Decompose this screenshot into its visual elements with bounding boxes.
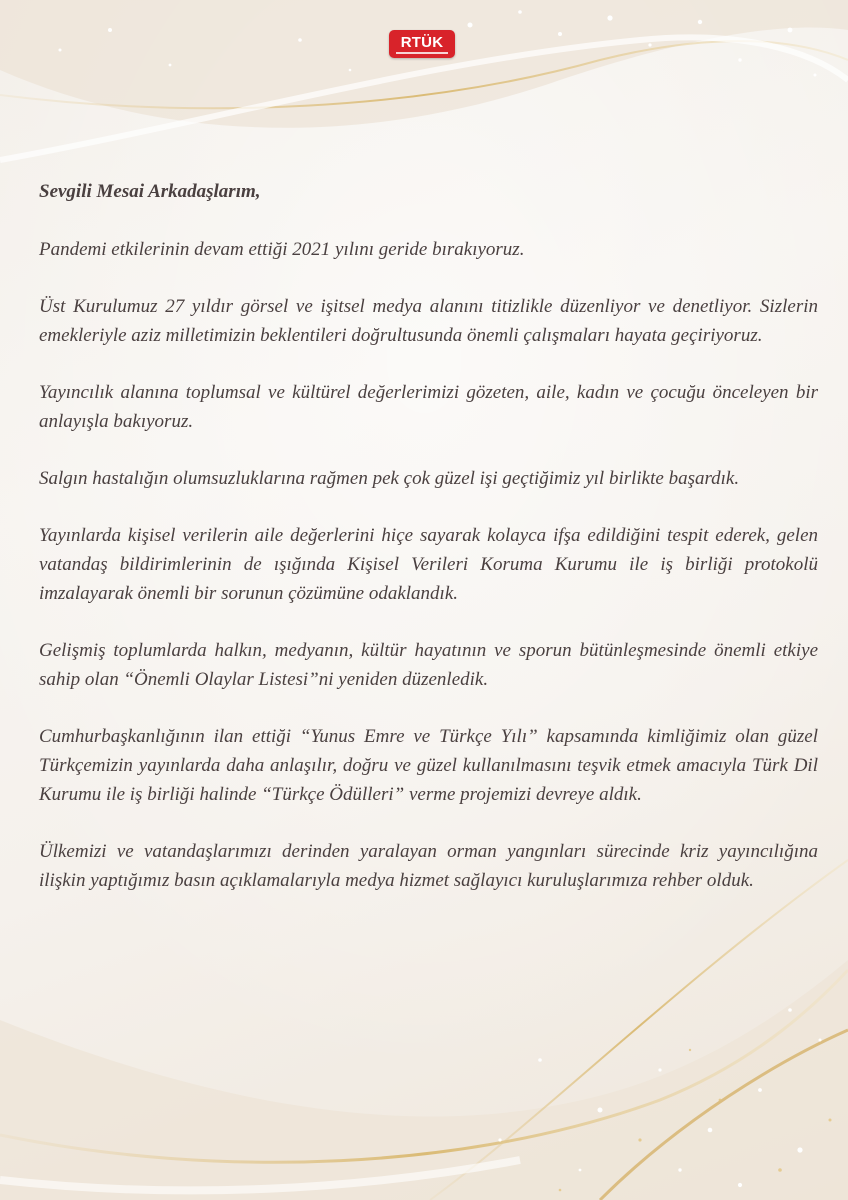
letter-body (39, 177, 818, 923)
letter-paragraph: Üst Kurulumuz 27 yıldır görsel ve işitsel medya alanını titizlikle düzenliyor ve denetliyor. Sizlerin emekleriyle aziz milletimizin beklentileri doğrultusunda önemli çalışmaları hayata geçiriyoruz. (39, 296, 818, 346)
letter-paragraph: Yayıncılık alanına toplumsal ve kültürel değerlerimizi gözeten, aile, kadın ve çocuğu önceleyen bir anlayışla bakıyoruz. (39, 382, 818, 432)
letter-paragraph: Yayınlarda kişisel verilerin aile değerlerini hiçe sayarak kolayca ifşa edildiğini tespit ederek, gelen vatandaş bildirimlerinin de ışığında Kişisel Verileri Koruma Kurumu ile iş birliği protokolü imzalayarak önemli bir sorunun çözümüne odaklandık. (39, 525, 818, 604)
letter-paragraph: Pandemi etkilerinin devam ettiği 2021 yılını geride bırakıyoruz. (39, 239, 525, 260)
logo-underline (396, 52, 448, 54)
letter-paragraph: Cumhurbaşkanlığının ilan ettiği “Yunus Emre ve Türkçe Yılı” kapsamında kimliğimiz olan güzel Türkçemizin yayınlarda daha anlaşılır, doğru ve güzel kullanılmasını teşvik etmek amacıyla Türk Dil Kurumu ile iş birliği halinde “Türkçe Ödülleri” verme projemizi devreye aldık. (39, 726, 818, 805)
letter-paragraph: Gelişmiş toplumlarda halkın, medyanın, kültür hayatının ve sporun bütünleşmesinde önemli etkiye sahip olan “Önemli Olaylar Listesi”ni yeniden düzenledik. (39, 640, 818, 690)
letter-paragraph: Salgın hastalığın olumsuzluklarına rağmen pek çok güzel işi geçtiğimiz yıl birlikte başardık. (39, 468, 740, 489)
letter-greeting: Sevgili Mesai Arkadaşlarım, (39, 181, 261, 202)
rtuk-logo (389, 30, 455, 58)
logo-text: RTÜK (400, 33, 444, 51)
letter-paragraph: Ülkemizi ve vatandaşlarımızı derinden yaralayan orman yangınları sürecinde kriz yayıncılığına ilişkin yaptığımız basın açıklamalarıyla medya hizmet sağlayıcı kuruluşlarımıza rehber olduk. (39, 841, 818, 891)
